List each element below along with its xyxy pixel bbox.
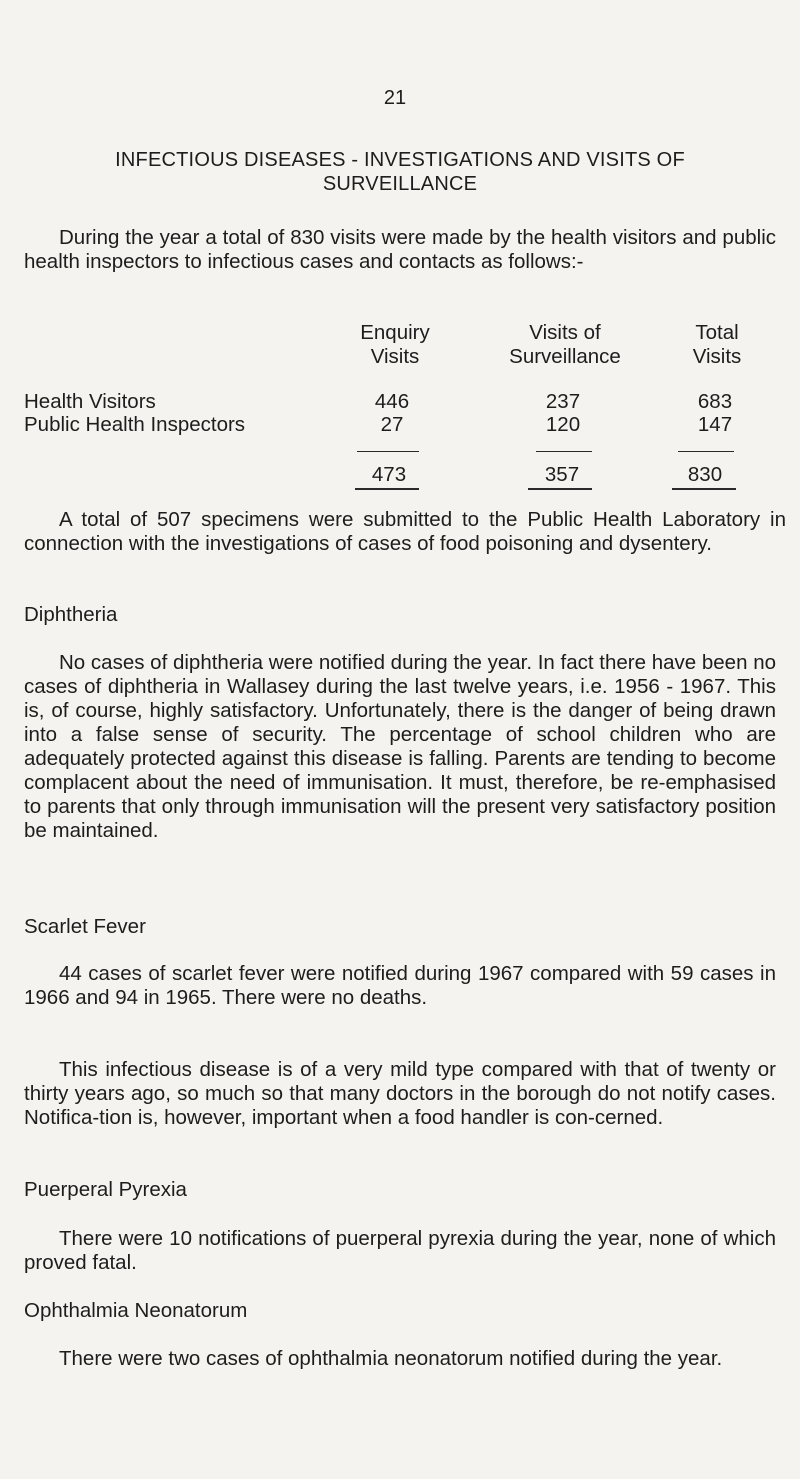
cell-hv-surveillance: 237: [545, 390, 581, 413]
rule-above-total-surveillance: [536, 451, 592, 452]
scarlet-fever-paragraph-2: This infectious disease is of a very mild type compared with that of twenty or thirty years ago, so much so that many doctors in the borough do not notify cases. Notifica-tion is, however, important when a food handler is con-cerned.: [24, 1058, 776, 1129]
rule-below-total-surveillance: [528, 488, 592, 490]
title-line-2: SURVEILLANCE: [322, 173, 478, 195]
row-label-public-health-inspectors: Public Health Inspectors: [24, 413, 246, 436]
header-surveillance-line1: Visits of: [529, 321, 601, 344]
rule-below-total-total: [672, 488, 736, 490]
rule-above-total-enquiry: [357, 451, 419, 452]
header-total-line1: Total: [695, 321, 739, 344]
cell-phi-surveillance: 120: [545, 413, 581, 436]
scarlet-fever-paragraph-1: 44 cases of scarlet fever were notified during 1967 compared with 59 cases in 1966 and 94 in 1965. There were no deaths.: [24, 962, 776, 1009]
header-total-line2: Visits: [692, 345, 742, 368]
header-total-visits: [662, 321, 772, 369]
header-surveillance-line2: Surveillance: [509, 345, 621, 368]
header-enquiry-visits: [330, 321, 460, 369]
heading-ophthalmia-neonatorum: Ophthalmia Neonatorum: [24, 1299, 248, 1322]
header-enquiry-line2: Visits: [370, 345, 420, 368]
ophthalmia-neonatorum-paragraph: There were two cases of ophthalmia neonatorum notified during the year.: [59, 1347, 723, 1370]
title-line-1: INFECTIOUS DISEASES - INVESTIGATIONS AND VISITS OF: [115, 149, 685, 171]
specimens-paragraph: A total of 507 specimens were submitted to the Public Health Laboratory in connection with the investigations of cases of food poisoning and dysentery.: [24, 508, 786, 555]
cell-hv-total: 683: [697, 390, 733, 413]
puerperal-pyrexia-paragraph: There were 10 notifications of puerperal pyrexia during the year, none of which proved fatal.: [24, 1227, 776, 1274]
heading-scarlet-fever: Scarlet Fever: [24, 915, 146, 938]
rule-below-total-enquiry: [355, 488, 419, 490]
heading-puerperal-pyrexia: Puerperal Pyrexia: [24, 1178, 187, 1201]
cell-phi-enquiry: 27: [380, 413, 404, 436]
cell-hv-enquiry: 446: [374, 390, 410, 413]
total-surveillance: 357: [544, 463, 580, 486]
cell-phi-total: 147: [697, 413, 733, 436]
diphtheria-paragraph: No cases of diphtheria were notified during the year. In fact there have been no cases of diphtheria in Wallasey during the last twelve years, i.e. 1956 - 1967. This is, of course, highly satisfactory. Unfortunately, there is the danger of being drawn into a false sense of security. The percentage of school children who are adequately protected against this disease is falling. Parents are tending to become complacent about the need of immunisation. It must, therefore, be re-emphasised to parents that only through immunisation will the present very satisfactory position be maintained.: [24, 651, 776, 842]
page-number: 21: [383, 87, 407, 109]
row-label-health-visitors: Health Visitors: [24, 390, 156, 413]
header-enquiry-line1: Enquiry: [360, 321, 430, 344]
page-title: [60, 148, 740, 196]
total-visits: 830: [687, 463, 723, 486]
heading-diphtheria: Diphtheria: [24, 603, 118, 626]
total-enquiry: 473: [371, 463, 407, 486]
rule-above-total-total: [678, 451, 734, 452]
intro-paragraph: During the year a total of 830 visits were made by the health visitors and public health inspectors to infectious cases and contacts as follows:-: [24, 226, 776, 273]
header-visits-of-surveillance: [490, 321, 640, 369]
